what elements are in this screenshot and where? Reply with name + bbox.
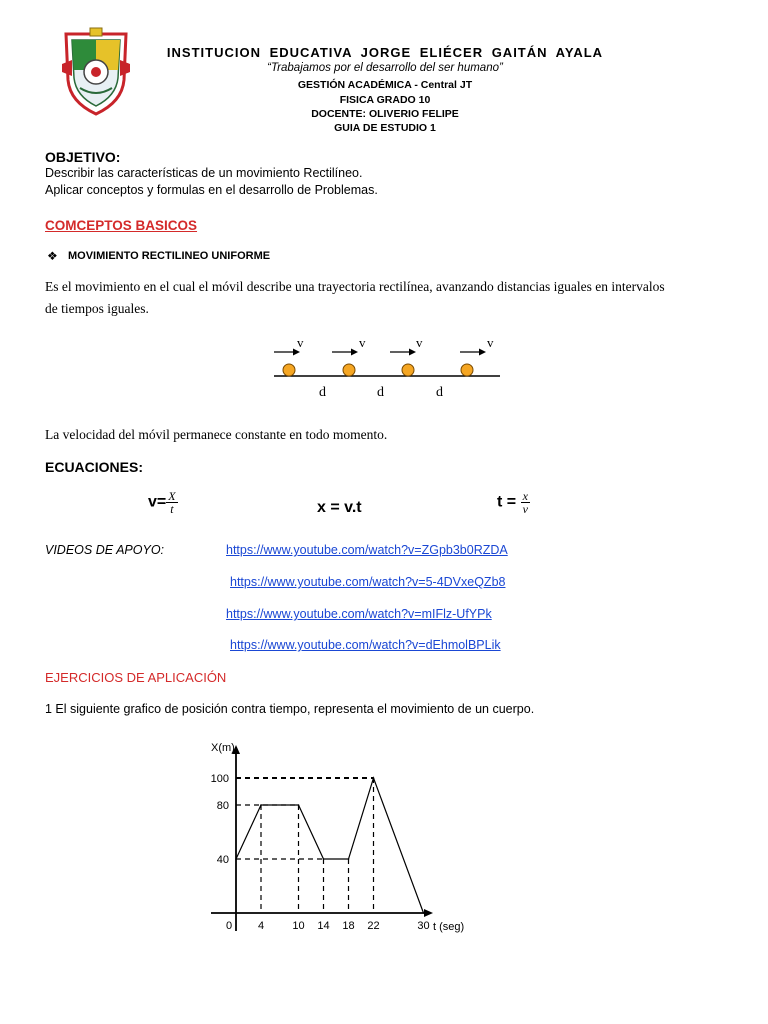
velocity-arrowhead: [479, 349, 486, 356]
mru-subtitle: MOVIMIENTO RECTILINEO UNIFORME: [68, 250, 271, 262]
equation-time-denominator: v: [522, 502, 528, 516]
video-link-2[interactable]: https://www.youtube.com/watch?v=5-4DVxeQZb8: [230, 575, 506, 589]
position-time-chart: [195, 735, 480, 940]
moving-ball: [402, 364, 414, 376]
equation-time-lhs: t =: [497, 493, 517, 511]
data-point: [298, 804, 300, 806]
y-axis-label: X(m): [211, 742, 235, 754]
x-tick-label: 4: [257, 920, 265, 932]
video-link-4[interactable]: https://www.youtube.com/watch?v=dEhmolBPLik: [230, 638, 501, 652]
y-tick-label: 40: [216, 854, 229, 866]
equation-time-numerator: x: [522, 489, 528, 503]
mru-description-line-2: de tiempos iguales.: [45, 301, 149, 316]
videos-label: VIDEOS DE APOYO:: [45, 543, 165, 557]
moving-ball: [343, 364, 355, 376]
management-line: GESTIÓN ACADÉMICA - Central JT: [297, 79, 473, 91]
distance-label: d: [436, 385, 443, 400]
video-link-1[interactable]: https://www.youtube.com/watch?v=ZGpb3b0RZDA: [226, 543, 508, 557]
velocity-label: v: [359, 335, 366, 350]
equation-velocity-fraction: [166, 490, 177, 515]
distance-label: d: [319, 385, 326, 400]
data-point: [373, 777, 375, 779]
objective-line-1: Describir las características de un movimiento Rectilíneo.: [45, 166, 363, 180]
velocity-arrowhead: [351, 349, 358, 356]
subject-grade: FISICA GRADO 10: [339, 94, 431, 106]
moving-ball: [283, 364, 295, 376]
velocity-constant-note: La velocidad del móvil permanece constante en todo momento.: [45, 427, 388, 442]
equation-velocity-lhs: v=: [148, 493, 167, 511]
exercise-1-text: 1 El siguiente grafico de posición contra tiempo, representa el movimiento de un cuerpo.: [45, 702, 535, 716]
objective-title: OBJETIVO:: [45, 149, 121, 165]
x-tick-label: 18: [342, 920, 355, 932]
x-tick-label: 10: [292, 920, 305, 932]
objective-line-2: Aplicar conceptos y formulas en el desarrollo de Problemas.: [45, 183, 378, 197]
velocity-label: v: [416, 335, 423, 350]
data-point: [235, 858, 237, 860]
x-tick-label: 22: [367, 920, 380, 932]
y-tick-label: 100: [210, 773, 229, 785]
equation-position: x = v.t: [317, 499, 362, 516]
exercises-title: EJERCICIOS DE APLICACIÓN: [45, 670, 227, 685]
distance-label: d: [377, 385, 384, 400]
video-link-3[interactable]: https://www.youtube.com/watch?v=mIFlz-UfYPk: [226, 607, 492, 621]
concepts-title: COMCEPTOS BASICOS: [45, 218, 198, 233]
velocity-arrowhead: [409, 349, 416, 356]
equation-velocity-numerator: X: [168, 489, 176, 503]
school-name: INSTITUCION EDUCATIVA JORGE ELIÉCER GAITÁN AYALA: [166, 45, 604, 60]
moving-ball: [461, 364, 473, 376]
motion-diagram: [268, 330, 508, 402]
bullet-icon: ❖: [47, 249, 58, 263]
data-point: [323, 858, 325, 860]
x-tick-label: 30: [417, 920, 430, 932]
equation-velocity: [148, 490, 178, 515]
x-tick-label: 0: [225, 920, 233, 932]
school-logo: [60, 26, 132, 118]
data-point: [260, 804, 262, 806]
velocity-label: v: [297, 335, 304, 350]
mru-description-line-1: Es el movimiento en el cual el móvil describe una trayectoria rectilínea, avanzando distancias iguales en intervalos: [45, 279, 665, 294]
x-tick-label: 14: [317, 920, 330, 932]
school-motto: “Trabajamos por el desarrollo del ser humano”: [267, 62, 503, 74]
data-point: [423, 912, 425, 914]
guide-title: GUIA DE ESTUDIO 1: [334, 122, 436, 134]
teacher-name: DOCENTE: OLIVERIO FELIPE: [311, 108, 459, 120]
equations-title: ECUACIONES:: [45, 459, 144, 475]
x-axis-arrowhead: [424, 909, 433, 917]
equation-velocity-denominator: t: [170, 502, 174, 516]
y-tick-label: 80: [216, 800, 229, 812]
position-line: [236, 778, 424, 913]
data-point: [348, 858, 350, 860]
x-axis-label: t (seg): [433, 921, 465, 933]
equation-time-fraction: [521, 490, 530, 515]
equation-time: [497, 490, 530, 515]
velocity-label: v: [487, 335, 494, 350]
